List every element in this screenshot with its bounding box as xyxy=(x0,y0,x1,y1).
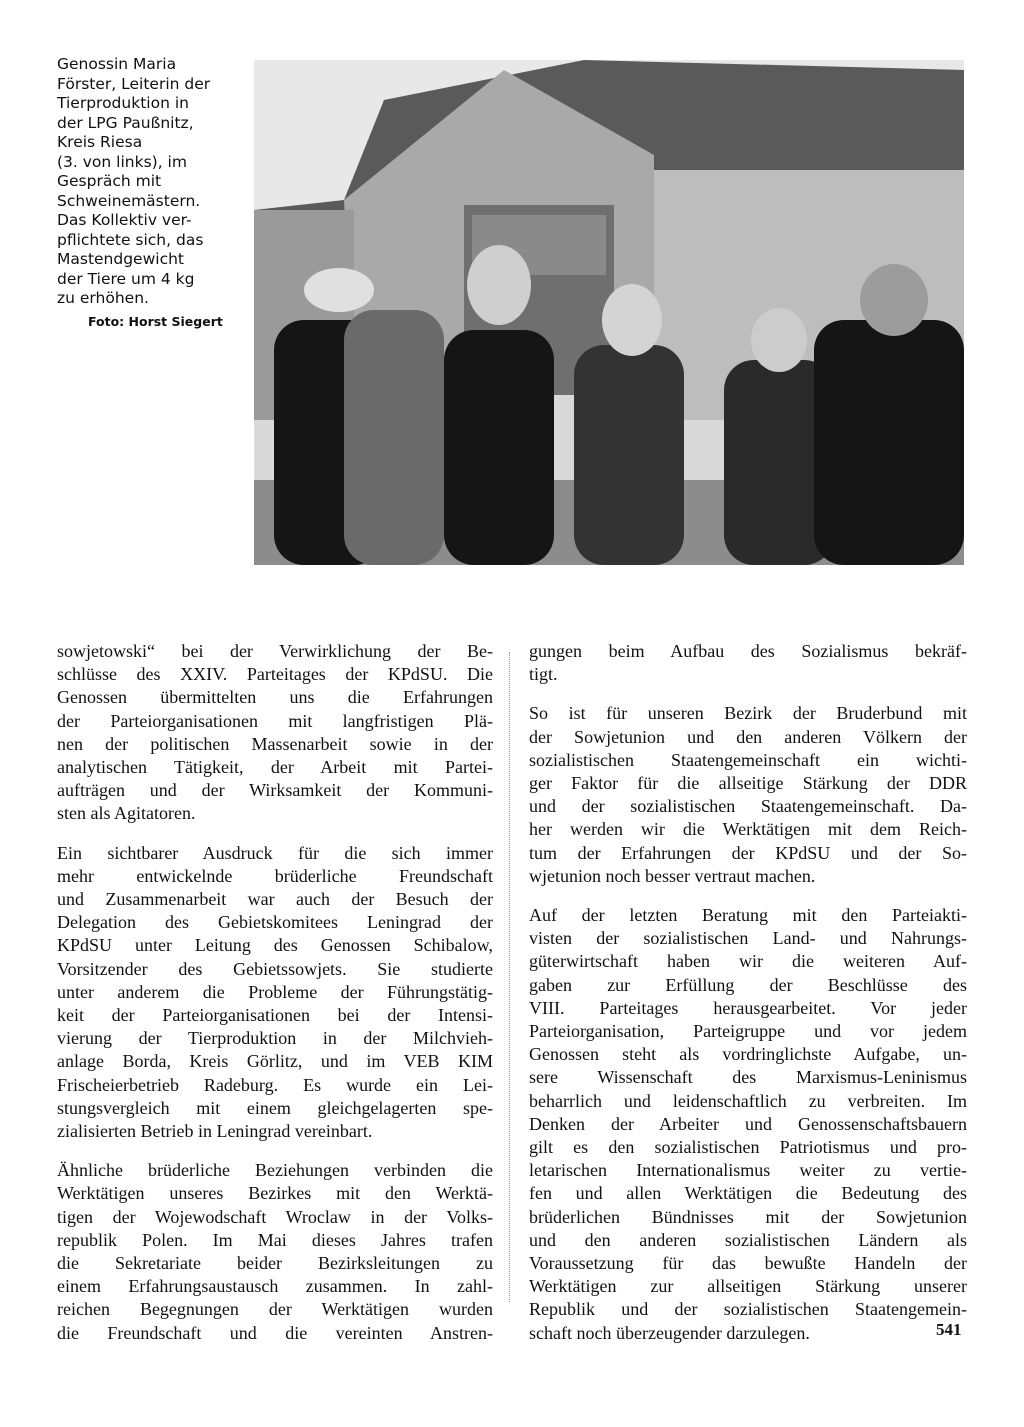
caption-line: Genossin Maria xyxy=(57,55,177,73)
text-line: und der sozialistischen Staatengemeinschaft. Da- xyxy=(529,796,967,817)
text-line: aufträgen und der Wirksamkeit der Kommuni- xyxy=(57,780,493,801)
person-2 xyxy=(344,310,444,565)
white-cap xyxy=(304,268,374,312)
text-line: VIII. Parteitages herausgearbeitet. Vor jeder xyxy=(529,997,967,1018)
text-line: nen der politischen Massenarbeit sowie in der xyxy=(57,733,493,754)
text-line: die Freundschaft und die vereinten Anstren- xyxy=(57,1322,493,1343)
text-line: gungen beim Aufbau des Sozialismus bekräf- xyxy=(529,641,967,661)
caption-line: Das Kollektiv ver- xyxy=(57,211,192,229)
text-line: Denken der Arbeiter und Genossenschaftsbauern xyxy=(529,1113,967,1134)
text-line: vierung der Tierproduktion in der Milchvieh- xyxy=(57,1028,493,1049)
text-line: Auf der letzten Beratung mit den Parteiakti- xyxy=(529,905,967,926)
text-line: Delegation des Gebietskomitees Leningrad der xyxy=(57,912,493,933)
text-line: her werden wir die Werktätigen mit dem Reich- xyxy=(529,819,967,840)
text-line: Genossen übermittelten uns die Erfahrungen xyxy=(57,687,493,708)
text-line: Werktätigen unseres Bezirkes mit den Werktä- xyxy=(57,1183,493,1204)
text-line: wjetunion noch besser vertraut machen. xyxy=(529,865,816,886)
text-line: tigt. xyxy=(529,664,558,685)
caption-line: Förster, Leiterin der xyxy=(57,74,211,93)
text-line: brüderlichen Bündnisses mit der Sowjetunion xyxy=(529,1206,967,1227)
paragraph xyxy=(529,702,967,888)
paragraph xyxy=(57,640,493,826)
text-line: Genossen steht als vordringlichste Aufgabe, un- xyxy=(529,1044,967,1065)
text-line: schaft noch überzeugender darzulegen. xyxy=(529,1322,810,1343)
text-line: analytischen Tätigkeit, der Arbeit mit Partei- xyxy=(57,757,493,778)
caption-line: (3. von links), im xyxy=(57,152,187,171)
text-line: KPdSU unter Leitung des Genossen Schibalow, xyxy=(57,935,493,956)
text-line: Ein sichtbarer Ausdruck für die sich immer xyxy=(57,842,493,863)
column-gutter xyxy=(509,652,510,1302)
face-5 xyxy=(751,308,807,372)
text-line: Voraussetzung für das bewußte Handeln der xyxy=(529,1253,967,1274)
caption-line: pflichtete sich, das xyxy=(57,230,204,249)
page-number: 541 xyxy=(936,1320,962,1339)
text-line: So ist für unseren Bezirk der Bruderbund mit xyxy=(529,703,967,724)
text-line: die Sekretariate beider Bezirksleitungen zu xyxy=(57,1253,493,1274)
text-line: sten als Agitatoren. xyxy=(57,803,196,824)
text-line: schlüsse des XXIV. Parteitages der KPdSU. Die xyxy=(57,664,493,685)
text-line: reichen Begegnungen der Werktätigen wurden xyxy=(57,1299,493,1320)
caption-line: zu erhöhen. xyxy=(57,289,149,307)
text-line: Parteiorganisation, Parteigruppe und vor jedem xyxy=(529,1021,967,1042)
text-line: sere Wissenschaft des Marxismus-Leninismus xyxy=(529,1067,967,1088)
person-3 xyxy=(444,330,554,565)
face-6 xyxy=(860,264,928,336)
text-line: sowjetowski“ bei der Verwirklichung der Be- xyxy=(57,641,493,661)
person-4 xyxy=(574,345,684,565)
caption-line: Tierproduktion in xyxy=(57,94,189,112)
face-3 xyxy=(467,245,531,325)
paragraph xyxy=(57,1159,493,1345)
paragraph xyxy=(529,904,967,1345)
text-line: und den anderen sozialistischen Ländern als xyxy=(529,1229,967,1250)
caption-line: Kreis Riesa xyxy=(57,133,143,151)
text-line: unter anderem die Probleme der Führungstätig- xyxy=(57,981,493,1002)
paragraph xyxy=(529,640,967,686)
text-column-right xyxy=(529,640,967,1361)
text-line: Frischeierbetrieb Radeburg. Es wurde ein Lei- xyxy=(57,1074,493,1095)
photo xyxy=(254,60,964,565)
text-line: stungsvergleich mit einem gleichgelagerten spe- xyxy=(57,1097,493,1118)
text-line: keit der Parteiorganisationen bei der Intensi- xyxy=(57,1005,493,1026)
text-line: tigen der Wojewodschaft Wroclaw in der Volks- xyxy=(57,1206,493,1227)
photo-illustration xyxy=(254,60,964,565)
text-line: Ähnliche brüderliche Beziehungen verbinden die xyxy=(57,1160,493,1181)
text-line: tum der Erfahrungen der KPdSU und der So- xyxy=(529,842,967,863)
text-line: Republik und der sozialistischen Staatengemein- xyxy=(529,1299,967,1320)
text-line: republik Polen. Im Mai dieses Jahres trafen xyxy=(57,1229,493,1250)
text-column-left xyxy=(57,640,493,1361)
text-line: gilt es den sozialistischen Patriotismus und pro- xyxy=(529,1137,967,1158)
text-line: anlage Borda, Kreis Görlitz, und im VEB KIM xyxy=(57,1051,493,1072)
text-line: gaben zur Erfüllung der Beschlüsse des xyxy=(529,974,967,995)
text-line: der Parteiorganisationen mit langfristigen Plä- xyxy=(57,710,493,731)
text-line: visten der sozialistischen Land- und Nahrungs- xyxy=(529,928,967,949)
text-line: Vorsitzender des Gebietssowjets. Sie studierte xyxy=(57,958,493,979)
caption-line: der Tiere um 4 kg xyxy=(57,269,195,288)
text-line: Werktätigen zur allseitigen Stärkung unserer xyxy=(529,1276,967,1297)
text-line: ger Faktor für die allseitige Stärkung der DDR xyxy=(529,773,967,794)
text-line: mehr entwickelnde brüderliche Freundschaft xyxy=(57,865,493,886)
caption-line: Mastendgewicht xyxy=(57,250,185,268)
photo-credit: Foto: Horst Siegert xyxy=(88,314,223,329)
text-line: und Zusammenarbeit war auch der Besuch der xyxy=(57,889,493,910)
caption-line: Gespräch mit xyxy=(57,172,162,190)
text-line: zialisierten Betrieb in Leningrad vereinbart. xyxy=(57,1121,373,1142)
text-line: güterwirtschaft haben wir die weiteren Auf- xyxy=(529,951,967,972)
text-line: sozialistischen Staatengemeinschaft ein wichti- xyxy=(529,749,967,770)
paragraph xyxy=(57,842,493,1144)
text-line: der Sowjetunion und den anderen Völkern der xyxy=(529,726,967,747)
text-line: beharrlich und leidenschaftlich zu verbreiten. Im xyxy=(529,1090,967,1111)
text-line: einem Erfahrungsaustausch zusammen. In zahl- xyxy=(57,1276,493,1297)
face-4 xyxy=(602,284,662,356)
photo-caption xyxy=(57,55,247,309)
caption-line: Schweinemästern. xyxy=(57,191,201,210)
person-6 xyxy=(814,320,964,565)
text-line: letarischen Internationalismus weiter zu vertie- xyxy=(529,1160,967,1181)
text-line: fen und allen Werktätigen die Bedeutung des xyxy=(529,1183,967,1204)
caption-line: der LPG Paußnitz, xyxy=(57,113,194,132)
